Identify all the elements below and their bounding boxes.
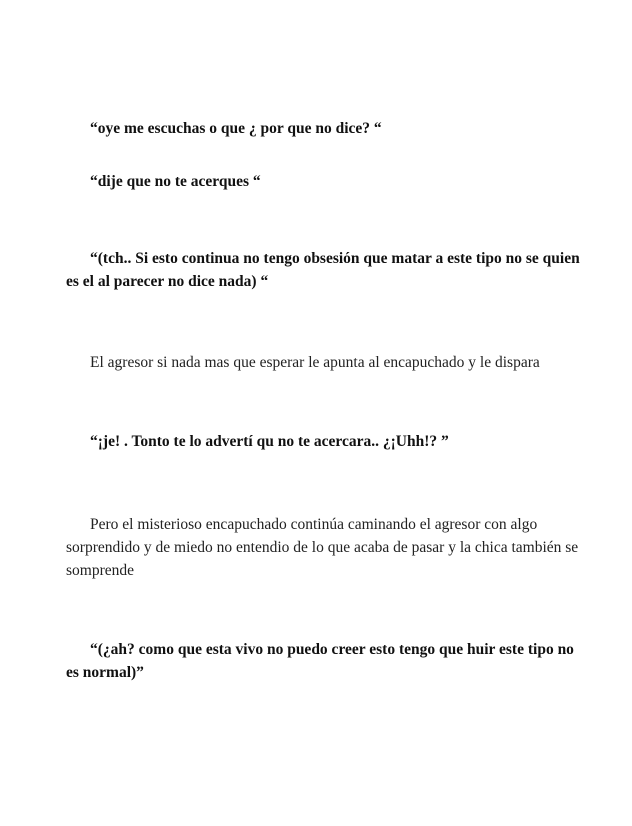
thought-paragraph: “(¿ah? como que esta vivo no puedo creer esto tengo que huir este tipo no es normal)” — [66, 641, 574, 681]
dialogue-paragraph: “oye me escuchas o que ¿ por que no dice? “ — [90, 120, 382, 137]
thought-paragraph: “(tch.. Si esto continua no tengo obsesión que matar a este tipo no se quien es el al parecer no dice nada) “ — [66, 250, 580, 290]
narration-paragraph: Pero el misterioso encapuchado continúa caminando el agresor con algo sorprendido y de miedo no entendio de lo que acaba de pasar y la chica también se somprende — [66, 516, 579, 579]
narration-paragraph: El agresor si nada mas que esperar le apunta al encapuchado y le dispara — [90, 354, 540, 371]
dialogue-paragraph: “dije que no te acerques “ — [90, 173, 261, 190]
dialogue-paragraph: “¡je! . Tonto te lo advertí qu no te acercara.. ¿¡Uhh!? ” — [90, 433, 449, 450]
